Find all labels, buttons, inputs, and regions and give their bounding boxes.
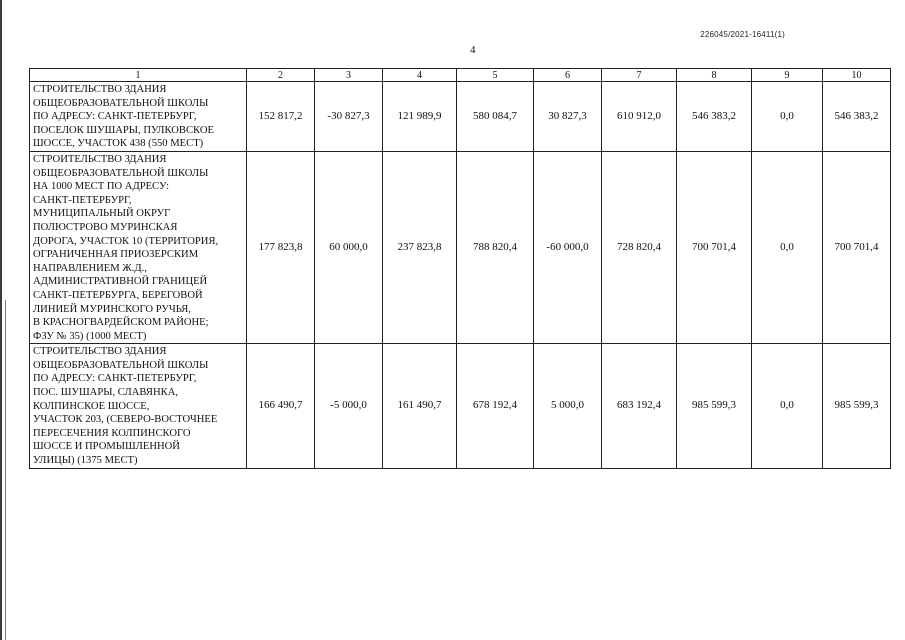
value-cell: 237 823,8 <box>383 151 457 343</box>
column-header: 9 <box>752 69 823 82</box>
object-name-cell <box>30 344 247 468</box>
value-cell: 177 823,8 <box>247 151 315 343</box>
value-cell: 152 817,2 <box>247 82 315 152</box>
column-header: 6 <box>534 69 602 82</box>
object-name-line: СТРОИТЕЛЬСТВО ЗДАНИЯ <box>33 84 167 95</box>
object-name-cell <box>30 151 247 343</box>
object-name-line: ФЗУ № 35) (1000 МЕСТ) <box>33 330 147 342</box>
value-cell: 0,0 <box>752 82 823 152</box>
value-cell: 161 490,7 <box>383 344 457 468</box>
value-cell: 30 827,3 <box>534 82 602 152</box>
object-name-line: СТРОИТЕЛЬСТВО ЗДАНИЯ <box>33 153 167 165</box>
table-row <box>30 344 891 468</box>
column-header: 8 <box>677 69 752 82</box>
value-cell: 121 989,9 <box>383 82 457 152</box>
object-name-line: ПОС. ШУШАРЫ, СЛАВЯНКА, <box>33 387 179 399</box>
column-header: 2 <box>247 69 315 82</box>
object-name-line: ПОЛЮСТРОВО МУРИНСКАЯ <box>33 221 178 233</box>
value-cell: 700 701,4 <box>677 151 752 343</box>
object-name-line: УЛИЦЫ) (1375 МЕСТ) <box>33 455 138 467</box>
value-cell: 678 192,4 <box>457 344 534 468</box>
value-cell: 788 820,4 <box>457 151 534 343</box>
object-name-line: ОБЩЕОБРАЗОВАТЕЛЬНОЙ ШКОЛЫ <box>33 359 209 371</box>
column-number-row <box>30 69 891 82</box>
object-name-line: ШОССЕ, УЧАСТОК 438 (550 МЕСТ) <box>33 138 204 150</box>
object-name-line: ОБЩЕОБРАЗОВАТЕЛЬНОЙ ШКОЛЫ <box>33 167 209 179</box>
value-cell: 728 820,4 <box>602 151 677 343</box>
object-name-line: КОЛПИНСКОЕ ШОССЕ, <box>33 400 150 412</box>
object-name-line: МУНИЦИПАЛЬНЫЙ ОКРУГ <box>33 208 171 220</box>
object-name-line: НАПРАВЛЕНИЕМ Ж.Д., <box>33 262 147 274</box>
object-name-line: ЛИНИЕЙ МУРИНСКОГО РУЧЬЯ, <box>33 303 191 315</box>
scan-left-edge-shadow <box>5 300 6 640</box>
object-name-line: ПО АДРЕСУ: САНКТ-ПЕТЕРБУРГ, <box>33 111 197 123</box>
value-cell: 546 383,2 <box>677 82 752 152</box>
object-name-cell <box>30 82 247 152</box>
value-cell: -5 000,0 <box>315 344 383 468</box>
object-name-line: ОГРАНИЧЕННАЯ ПРИОЗЕРСКИМ <box>33 249 199 261</box>
object-name-line: ПЕРЕСЕЧЕНИЯ КОЛПИНСКОГО <box>33 427 191 439</box>
column-header: 7 <box>602 69 677 82</box>
table-row <box>30 82 891 152</box>
value-cell: 5 000,0 <box>534 344 602 468</box>
object-name-line: ДОРОГА, УЧАСТОК 10 (ТЕРРИТОРИЯ, <box>33 235 219 247</box>
object-name-line: САНКТ-ПЕТЕРБУРГА, БЕРЕГОВОЙ <box>33 289 203 301</box>
column-header: 4 <box>383 69 457 82</box>
document-reference-number: 226045/2021-16411(1) <box>700 30 785 39</box>
value-cell: 60 000,0 <box>315 151 383 343</box>
value-cell: 0,0 <box>752 344 823 468</box>
object-name-line: ШОССЕ И ПРОМЫШЛЕННОЙ <box>33 441 180 453</box>
column-header: 1 <box>30 69 247 82</box>
column-header: 3 <box>315 69 383 82</box>
object-name-line: НА 1000 МЕСТ ПО АДРЕСУ: <box>33 181 170 193</box>
object-name-line: СТРОИТЕЛЬСТВО ЗДАНИЯ <box>33 346 167 358</box>
value-cell: -60 000,0 <box>534 151 602 343</box>
page-number: 4 <box>470 44 476 56</box>
object-name-line: САНКТ-ПЕТЕРБУРГ, <box>33 194 132 206</box>
table-row <box>30 151 891 343</box>
value-cell: 610 912,0 <box>602 82 677 152</box>
value-cell: 0,0 <box>752 151 823 343</box>
value-cell: 985 599,3 <box>677 344 752 468</box>
value-cell: 985 599,3 <box>823 344 891 468</box>
object-name-line: АДМИНИСТРАТИВНОЙ ГРАНИЦЕЙ <box>33 276 208 288</box>
column-header: 10 <box>823 69 891 82</box>
scan-left-edge <box>0 0 2 640</box>
value-cell: 580 084,7 <box>457 82 534 152</box>
object-name-line: ПО АДРЕСУ: САНКТ-ПЕТЕРБУРГ, <box>33 373 197 385</box>
value-cell: 700 701,4 <box>823 151 891 343</box>
object-name-line: УЧАСТОК 203, (СЕВЕРО-ВОСТОЧНЕЕ <box>33 414 218 426</box>
value-cell: -30 827,3 <box>315 82 383 152</box>
column-header: 5 <box>457 69 534 82</box>
budget-table <box>29 68 891 469</box>
object-name-line: ОБЩЕОБРАЗОВАТЕЛЬНОЙ ШКОЛЫ <box>33 97 209 109</box>
object-name-line: ПОСЕЛОК ШУШАРЫ, ПУЛКОВСКОЕ <box>33 124 214 136</box>
object-name-line: В КРАСНОГВАРДЕЙСКОМ РАЙОНЕ; <box>33 317 209 329</box>
value-cell: 166 490,7 <box>247 344 315 468</box>
value-cell: 546 383,2 <box>823 82 891 152</box>
value-cell: 683 192,4 <box>602 344 677 468</box>
